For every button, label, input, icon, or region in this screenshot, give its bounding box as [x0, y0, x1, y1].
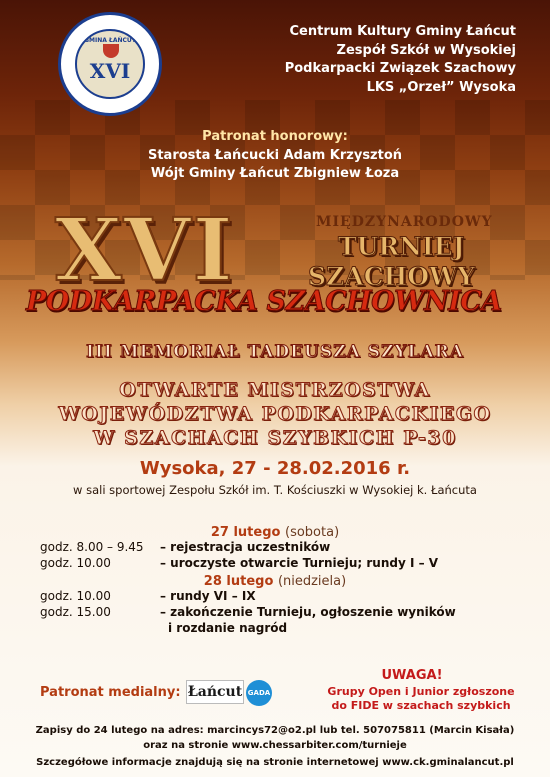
organizer: Zespół Szkół w Wysokiej	[336, 42, 516, 58]
schedule-row: godz. 8.00 – 9.45 – rejestracja uczestników	[40, 540, 331, 554]
tournament-name: PODKARPACKA SZACHOWNICA	[26, 286, 502, 317]
patron-name: Starosta Łańcucki Adam Krzysztoń	[147, 148, 403, 163]
patronage-title: Patronat honorowy:	[202, 129, 348, 144]
schedule-row: godz. 10.00 – uroczyste otwarcie Turnieju; rundy I – V	[40, 556, 439, 570]
media-partner-logo: Łańcut	[186, 680, 244, 704]
championship-line: W SZACHACH SZYBKICH P-30	[93, 427, 457, 449]
schedule	[0, 525, 550, 637]
media-patronage-label: Patronat medialny:	[40, 685, 181, 700]
event-date: Wysoka, 27 - 28.02.2016 r.	[139, 458, 411, 479]
notice-title: UWAGA!	[381, 668, 443, 683]
tournament-logo	[58, 12, 162, 116]
organizers-list	[285, 23, 516, 97]
title-chess: SZACHOWY	[308, 262, 475, 291]
edition-numeral: XVI	[55, 200, 235, 301]
logo-numeral: XVI	[89, 59, 131, 83]
championship-line: OTWARTE MISTRZOSTWA	[119, 379, 431, 401]
schedule-row: godz. 15.00 – zakończenie Turnieju, ogłoszenie wyników	[40, 605, 456, 619]
title-tournament: TURNIEJ	[338, 232, 465, 261]
schedule-day: 27 lutego (sobota)	[210, 525, 340, 540]
schedule-row: i rozdanie nagród	[168, 621, 288, 635]
details-info: Szczegółowe informacje znajdują się na stronie internetowej www.ck.gminalancut.pl	[36, 757, 514, 768]
patron-name: Wójt Gminy Łańcut Zbigniew Łoza	[150, 166, 400, 181]
logo-center	[75, 29, 145, 99]
registration-site: oraz na stronie www.chessarbiter.com/turnieje	[143, 740, 407, 751]
media-partner-logo: GADA	[246, 680, 272, 706]
organizer: Podkarpacki Związek Szachowy	[284, 61, 516, 76]
organizer: LKS „Orzeł” Wysoka	[366, 79, 516, 95]
memorial-title: III MEMORIAŁ TADEUSZA SZYLARA	[86, 342, 464, 362]
title-international: MIĘDZYNARODOWY	[316, 214, 493, 230]
schedule-day: 28 lutego (niedziela)	[203, 574, 347, 589]
organizer: Centrum Kultury Gminy Łańcut	[289, 24, 516, 39]
notice-text: Grupy Open i Junior zgłoszone do FIDE w szachach szybkich	[327, 685, 515, 712]
logo-gmina-text: GMINA ŁAŃCUT	[84, 37, 136, 44]
championship-line: WOJEWÓDZTWA PODKARPACKIEGO	[58, 403, 492, 425]
registration-info: Zapisy do 24 lutego na adres: marcincys72@o2.pl lub tel. 507075811 (Marcin Kisała)	[35, 725, 515, 736]
schedule-row: godz. 10.00 – rundy VI – IX	[40, 589, 256, 603]
crest-icon	[103, 44, 119, 58]
event-venue: w sali sportowej Zespołu Szkół im. T. Kościuszki w Wysokiej k. Łańcuta	[73, 483, 477, 497]
